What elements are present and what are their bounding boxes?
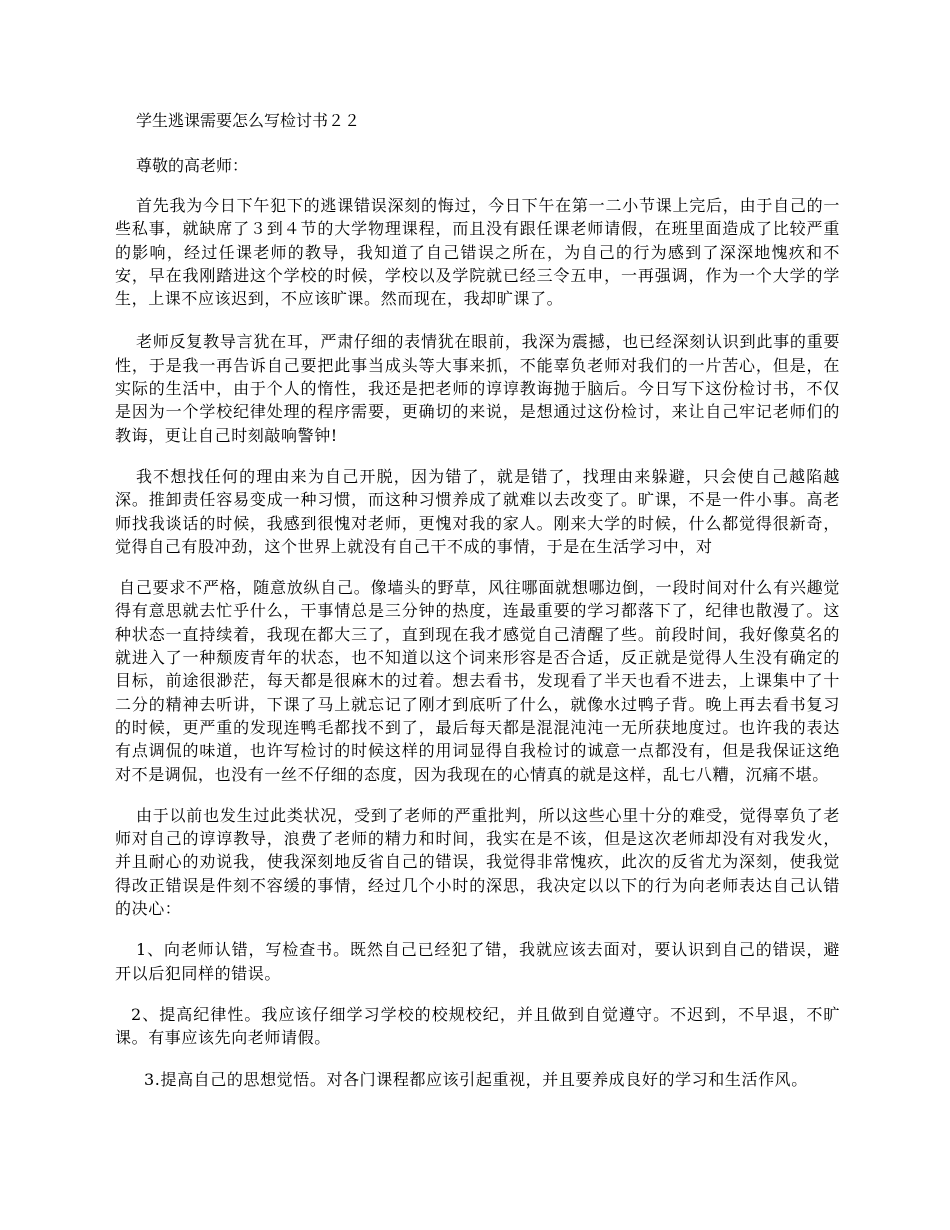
paragraph-resolution: 由于以前也发生过此类状况，受到了老师的严重批判，所以这些心里十分的难受，觉得辜负了老师对自己的谆谆教导，浪费了老师的精力和时间，我实在是不该，但是这次老师却没有对我发火，并且耐心的劝说我，使我深刻地反省自己的错误，我觉得非常愧疚，此次的反省尤为深刻，使我觉得改正错误是件刻不容缓的事情，经过几个小时的深思，我决定以以下的行为向老师表达自己认错的决心： [115,805,840,919]
document-title: 学生逃课需要怎么写检讨书２２ [136,111,361,130]
paragraph-no-excuses: 我不想找任何的理由来为自己开脱，因为错了，就是错了，找理由来躲避，只会使自己越陷越深。推卸责任容易变成一种习惯，而这种习惯养成了就难以去改变了。旷课，不是一件小事。高老师找我谈话的时候，我感到很愧对老师，更愧对我的家人。刚来大学的时候，什么都觉得很新奇，觉得自己有股冲劲，这个世界上就没有自己干不成的事情，于是在生活学习中，对 [115,466,840,556]
document-body [115,107,840,1109]
list-item-discipline: 2、提高纪律性。我应该仔细学习学校的校规校纪，并且做到自觉遵守。不迟到，不早退，不旷课。有事应该先向老师请假。 [115,1004,840,1048]
salutation: 尊敬的高老师： [136,156,249,175]
list-item-admit-error: 1、向老师认错，写检查书。既然自己已经犯了错，我就应该去面对，要认识到自己的错误，避开以后犯同样的错误。 [115,940,840,983]
paragraph-self-discipline: 自己要求不严格，随意放纵自己。像墙头的野草，风往哪面就想哪边倒，一段时间对什么有兴趣觉得有意思就去忙乎什么，干事情总是三分钟的热度，连最重要的学习都落下了，纪律也散漫了。这种状态一直持续着，我现在都大三了，直到现在我才感觉自己清醒了些。前段时间，我好像莫名的就进入了一种颓废青年的状态，也不知道以这个词来形容是否合适，反正就是觉得人生没有确定的目标，前途很渺茫，每天都是很麻木的过着。想去看书，发现看了半天也看不进去，上课集中了十二分的精神去听讲，下课了马上就忘记了刚才到底听了什么，就像水过鸭子背。晚上再去看书复习的时候，更严重的发现连鸭毛都找不到了，最后每天都是混混沌沌一无所获地度过。也许我的表达有点调侃的味道，也许写检讨的时候这样的用词显得自我检讨的诚意一点都没有，但是我保证这绝对不是调侃，也没有一丝不仔细的态度，因为我现在的心情真的就是这样，乱七八糟，沉痛不堪。 [115,578,840,784]
list-item-awareness: 3.提高自己的思想觉悟。对各门课程都应该引起重视，并且要养成良好的学习和生活作风。 [144,1069,808,1089]
paragraph-teacher-guidance: 老师反复教导言犹在耳，严肃仔细的表情犹在眼前，我深为震撼，也已经深刻认识到此事的重要性，于是我一再告诉自己要把此事当成头等大事来抓，不能辜负老师对我们的一片苦心，但是，在实际的生活中，由于个人的惰性，我还是把老师的谆谆教诲抛于脑后。今日写下这份检讨书，不仅是因为一个学校纪律处理的程序需要，更确切的来说，是想通过这份检讨，来让自己牢记老师们的教诲，更让自己时刻敲响警钟! [115,332,840,445]
paragraph-apology: 首先我为今日下午犯下的逃课错误深刻的悔过，今日下午在第一二小节课上完后，由于自己的一些私事，就缺席了３到４节的大学物理课程，而且没有跟任课老师请假，在班里面造成了比较严重的影响，经过任课老师的教导，我知道了自己错误之所在，为自己的行为感到了深深地愧疚和不安，早在我刚踏进这个学校的时候，学校以及学院就已经三令五申，一再强调，作为一个大学的学生，上课不应该迟到，不应该旷课。然而现在，我却旷课了。 [115,196,840,309]
